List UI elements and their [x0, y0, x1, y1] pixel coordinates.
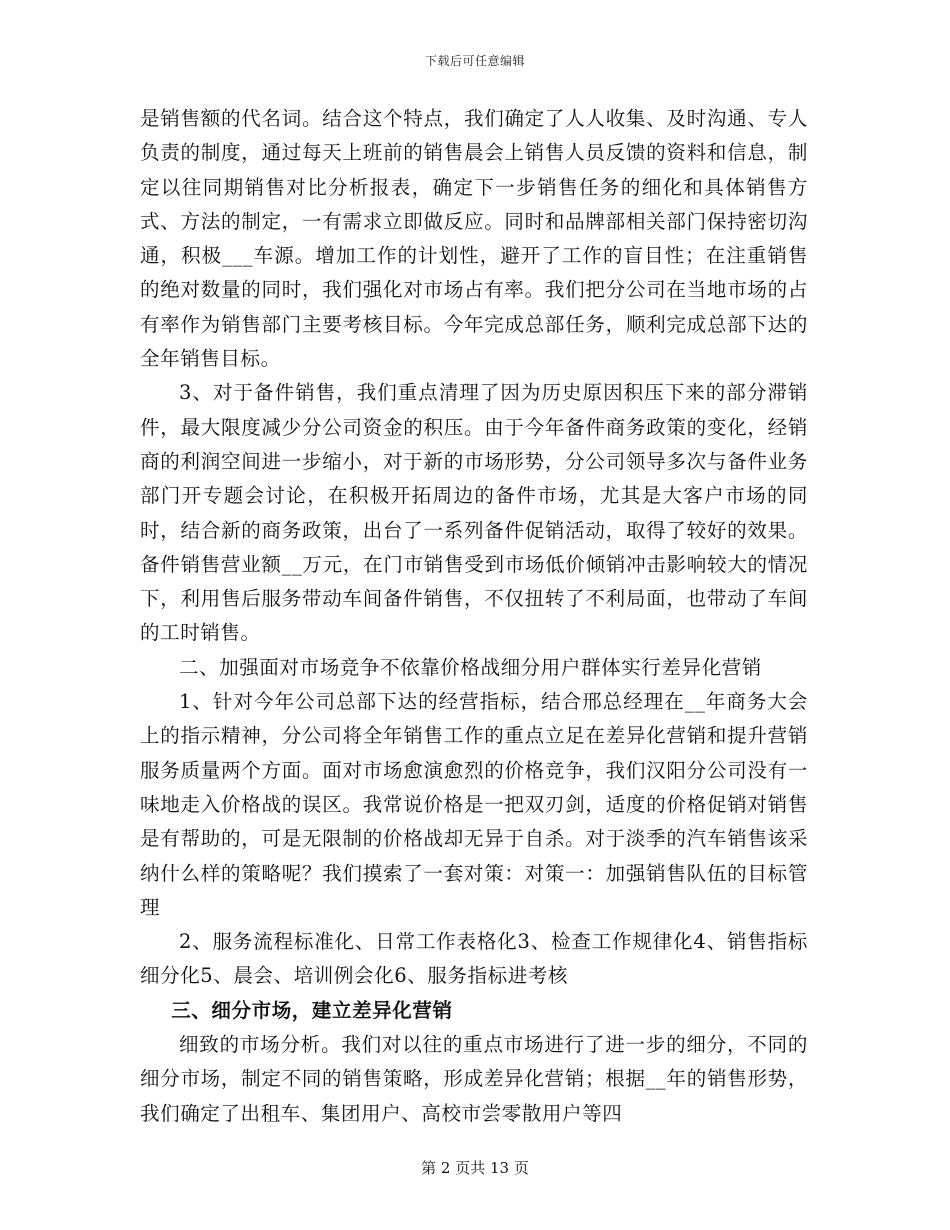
paragraph-parts-sales: 3、对于备件销售，我们重点清理了因为历史原因积压下来的部分滞销件，最大限度减少分公司资金的积压。由于今年备件商务政策的变化，经销商的利润空间进一步缩小，对于新的市场形势，分公司领导多次与备件业务部门开专题会讨论，在积极开拓周边的备件市场，尤其是大客户市场的同时，结合新的商务政策，出台了一系列备件促销活动，取得了较好的效果。备件销售营业额__万元，在门市销售受到市场低价倾销冲击影响较大的情况下，利用售后服务带动车间备件销售，不仅扭转了不利局面，也带动了车间的工时销售。	[140, 381, 808, 645]
document-body	[140, 102, 808, 1131]
paragraph-differentiation: 1、针对今年公司总部下达的经营指标，结合邢总经理在__年商务大会上的指示精神，分公司将全年销售工作的重点立足在差异化营销和提升营销服务质量两个方面。面对市场愈演愈烈的价格竞争，我们汉阳分公司没有一味地走入价格战的误区。我常说价格是一把双刃剑，适度的价格促销对销售是有帮助的，可是无限制的价格战却无异于自杀。对于淡季的汽车销售该采纳什么样的策略呢？我们摸索了一套对策：对策一：加强销售队伍的目标管理	[140, 690, 808, 919]
paragraph-continued: 是销售额的代名词。结合这个特点，我们确定了人人收集、及时沟通、专人负责的制度，通过每天上班前的销售晨会上销售人员反馈的资料和信息，制定以往同期销售对比分析报表，确定下一步销售任务的细化和具体销售方式、方法的制定，一有需求立即做反应。同时和品牌部相关部门保持密切沟通，积极___车源。增加工作的计划性，避开了工作的盲目性；在注重销售的绝对数量的同时，我们强化对市场占有率。我们把分公司在当地市场的占有率作为销售部门主要考核目标。今年完成总部任务，顺利完成总部下达的全年销售目标。	[140, 107, 808, 371]
section-heading-2: 二、加强面对市场竞争不依靠价格战细分用户群体实行差异化营销	[179, 655, 762, 679]
paragraph-market-analysis: 细致的市场分析。我们对以往的重点市场进行了进一步的细分，不同的细分市场，制定不同的销售策略，形成差异化营销；根据__年的销售形势，我们确定了出租车、集团用户、高校市尝零散用户等四	[140, 1033, 808, 1125]
page-footer: 第 2 页共 13 页	[421, 1159, 529, 1177]
paragraph-service-standards: 2、服务流程标准化、日常工作表格化3、检查工作规律化4、销售指标细分化5、晨会、培训例会化6、服务指标进考核	[140, 930, 808, 988]
section-heading-3: 三、细分市场，建立差异化营销	[171, 998, 453, 1022]
page-header: 下载后可任意编辑	[424, 54, 525, 68]
